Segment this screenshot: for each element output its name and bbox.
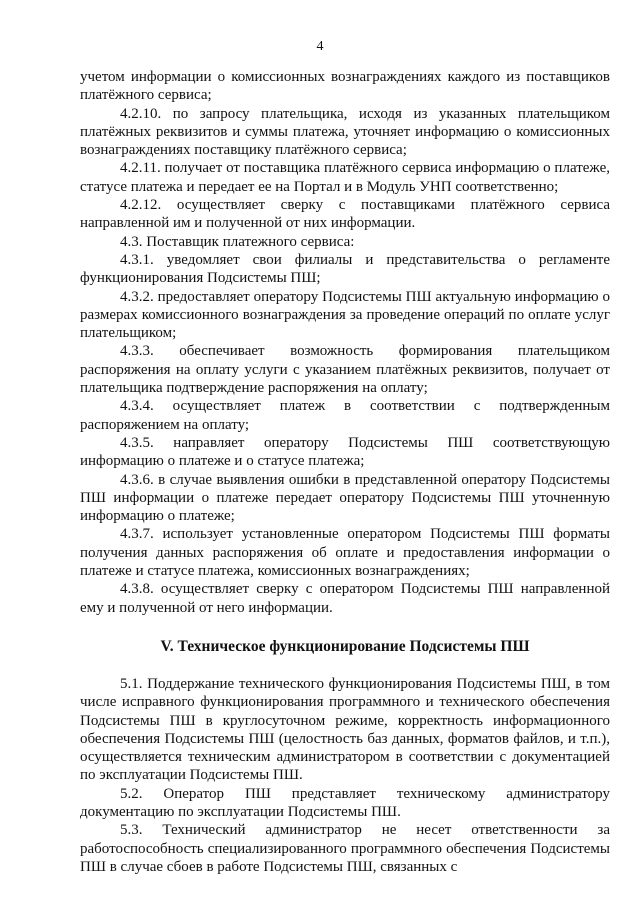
paragraph-4-3-7: 4.3.7. использует установленные оператором Подсистемы ПШ форматы получения данных распоряжения об оплате и предоставления информации о платеже и статусе платежа, комиссионных вознаграждениях; xyxy=(80,526,610,580)
paragraph-4-3-6: 4.3.6. в случае выявления ошибки в представленной оператору Подсистемы ПШ информации о платеже передает оператору Подсистемы ПШ уточненную информацию о платеже; xyxy=(80,471,610,525)
paragraph-4-2-10: 4.2.10. по запросу плательщика, исходя из указанных плательщиком платёжных реквизитов и суммы платежа, уточняет информацию о комиссионных вознаграждениях поставщику платёжного сервиса; xyxy=(80,105,610,159)
paragraph-4-3-1: 4.3.1. уведомляет свои филиалы и представительства о регламенте функционирования Подсистемы ПШ; xyxy=(80,251,610,287)
paragraph-4-2-11: 4.2.11. получает от поставщика платёжного сервиса информацию о платеже, статусе платежа и передает ее на Портал и в Модуль УНП соответственно; xyxy=(80,160,610,195)
page-number: 4 xyxy=(316,39,324,54)
paragraph-4-2-12: 4.2.12. осуществляет сверку с поставщиками платёжного сервиса направленной им и полученной от них информации. xyxy=(80,197,610,232)
paragraph-4-3-4: 4.3.4. осуществляет платеж в соответствии с подтвержденным распоряжением на оплату; xyxy=(80,398,610,433)
paragraph-4-3-3: 4.3.3. обеспечивает возможность формирования плательщиком распоряжения на оплату услуги с указанием платёжных реквизитов, получает от плательщика подтверждение распоряжения на оплату; xyxy=(80,343,610,397)
section-heading: V. Техническое функционирование Подсистемы ПШ xyxy=(160,637,530,655)
paragraph-4-3: 4.3. Поставщик платежного сервиса: xyxy=(120,233,355,250)
paragraph-5-1: 5.1. Поддержание технического функционирования Подсистемы ПШ, в том числе исправного функционирования программного и технического обеспечения Подсистемы ПШ в круглосуточном режиме, корректность информационного обеспечения Подсистемы ПШ (целостность баз данных, форматов файлов, и т.п.), осуществляется техническим администратором в соответствии с документацией по эксплуатации Подсистемы ПШ. xyxy=(80,675,610,784)
paragraph-4-3-5: 4.3.5. направляет оператору Подсистемы ПШ соответствующую информацию о платеже и о статусе платежа; xyxy=(80,434,610,470)
paragraph-4-3-2: 4.3.2. предоставляет оператору Подсистемы ПШ актуальную информацию о размерах комиссионного вознаграждения за проведение операций по оплате услуг плательщиком; xyxy=(80,288,610,342)
paragraph-4-3-8: 4.3.8. осуществляет сверку с оператором Подсистемы ПШ направленной ему и полученной от него информации. xyxy=(80,581,610,616)
document-body xyxy=(80,68,610,876)
paragraph-continuation: учетом информации о комиссионных вознаграждениях каждого из поставщиков платёжного сервиса; xyxy=(80,69,610,104)
paragraph-5-3: 5.3. Технический администратор не несет ответственности за работоспособность специализированного программного обеспечения Подсистемы ПШ в случае сбоев в работе Подсистемы ПШ, связанных с xyxy=(80,822,610,875)
paragraph-5-2: 5.2. Оператор ПШ представляет техническому администратору документацию по эксплуатации Подсистемы ПШ. xyxy=(80,785,610,820)
